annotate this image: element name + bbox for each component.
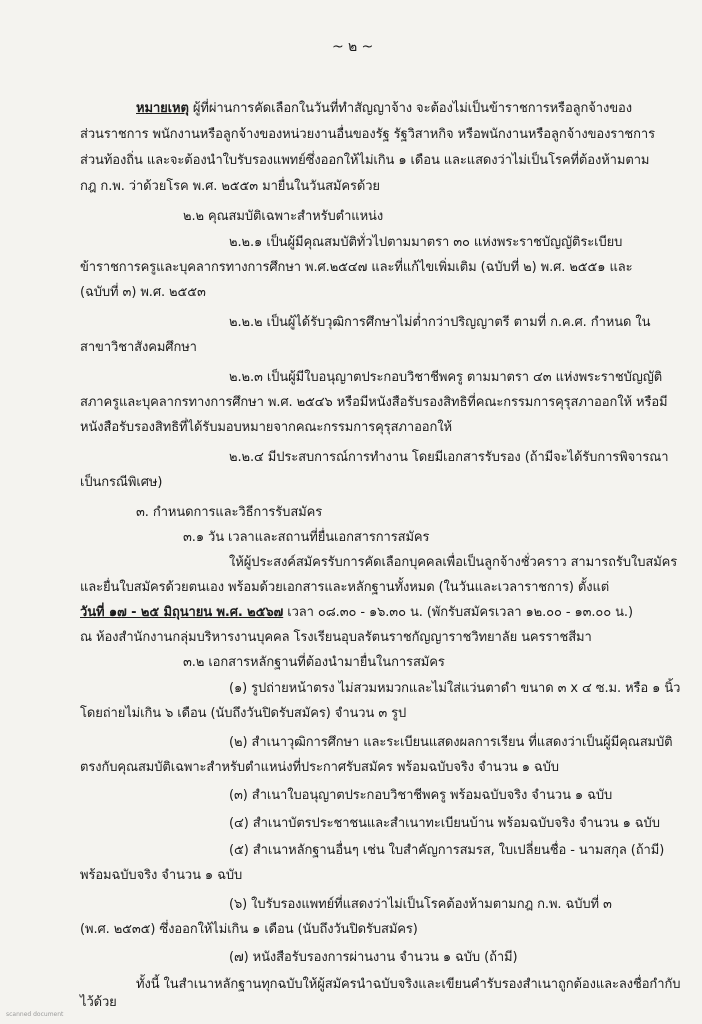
section-3-title: ๓. กำหนดการและวิธีการรับสมัคร	[136, 505, 323, 520]
application-hours: เวลา ๐๘.๓๐ - ๑๖.๓๐ น. (พักรับสมัครเวลา ๑๒.๐๐ - ๑๓.๐๐ น.)	[283, 605, 633, 620]
note-line-1	[136, 99, 632, 118]
note-line-3: ส่วนท้องถิ่น และจะต้องนำใบรับรองแพทย์ซึ่งออกให้ไม่เกิน ๑ เดือน และแสดงว่าไม่เป็นโรคที่ต้องห้ามตาม	[80, 153, 650, 168]
doc-5-line-1: (๕) สำเนาหลักฐานอื่นๆ เช่น ใบสำคัญการสมรส, ใบเปลี่ยนชื่อ - นามสกุล (ถ้ามี)	[229, 843, 665, 858]
item-2-2-3-line-1: ๒.๒.๓ เป็นผู้มีใบอนุญาตประกอบวิชาชีพครู ตามมาตรา ๔๓ แห่งพระราชบัญญัติ	[229, 370, 663, 385]
section-3-1-line-4: ณ ห้องสำนักงานกลุ่มบริหารงานบุคคล โรงเรียนอุบลรัตนราชกัญญาราชวิทยาลัย นครราชสีมา	[80, 630, 592, 645]
closing-line-2: ไว้ด้วย	[80, 995, 117, 1010]
section-2-2-title: ๒.๒ คุณสมบัติเฉพาะสำหรับตำแหน่ง	[183, 209, 384, 224]
doc-2-line-2: ตรงกับคุณสมบัติเฉพาะสำหรับตำแหน่งที่ประกาศรับสมัคร พร้อมฉบับจริง จำนวน ๑ ฉบับ	[80, 760, 559, 775]
section-3-1-line-1: ให้ผู้ประสงค์สมัครรับการคัดเลือกบุคคลเพื่อเป็นลูกจ้างชั่วคราว สามารถรับใบสมัคร	[229, 555, 678, 570]
item-2-2-2-line-2: สาขาวิชาสังคมศึกษา	[80, 340, 197, 355]
item-2-2-1-line-2: ข้าราชการครูและบุคลากรทางการศึกษา พ.ศ.๒๕๔๗ และที่แก้ไขเพิ่มเติม (ฉบับที่ ๒) พ.ศ. ๒๕๕๑ และ	[80, 260, 633, 275]
section-3-1-line-3	[80, 603, 633, 622]
page-number: ~ ๒ ~	[332, 39, 374, 55]
doc-1-line-2: โดยถ่ายไม่เกิน ๖ เดือน (นับถึงวันปิดรับสมัคร) จำนวน ๓ รูป	[80, 706, 407, 721]
note-line-4: กฎ ก.พ. ว่าด้วยโรค พ.ศ. ๒๕๕๓ มายื่นในวันสมัครด้วย	[80, 179, 380, 194]
doc-6-line-1: (๖) ใบรับรองแพทย์ที่แสดงว่าไม่เป็นโรคต้องห้ามตามกฎ ก.พ. ฉบับที่ ๓	[229, 897, 612, 912]
section-3-2-title: ๓.๒ เอกสารหลักฐานที่ต้องนำมายื่นในการสมัคร	[183, 655, 445, 670]
section-3-1-title: ๓.๑ วัน เวลาและสถานที่ยื่นเอกสารการสมัคร	[183, 530, 430, 545]
note-line-2: ส่วนราชการ พนักงานหรือลูกจ้างของหน่วยงานอื่นของรัฐ รัฐวิสาหกิจ หรือพนักงานหรือลูกจ้างของราชการ	[80, 127, 655, 142]
doc-5-line-2: พร้อมฉบับจริง จำนวน ๑ ฉบับ	[80, 868, 243, 883]
scanner-watermark: scanned document	[6, 1011, 64, 1018]
note-label: หมายเหตุ	[136, 101, 189, 116]
item-2-2-4-line-1: ๒.๒.๔ มีประสบการณ์การทำงาน โดยมีเอกสารรับรอง (ถ้ามีจะได้รับการพิจารณา	[229, 450, 669, 465]
section-3-1-line-2: และยื่นใบสมัครด้วยตนเอง พร้อมด้วยเอกสารและหลักฐานทั้งหมด (ในวันและเวลาราชการ) ตั้งแต่	[80, 580, 610, 595]
item-2-2-2-line-1: ๒.๒.๒ เป็นผู้ได้รับวุฒิการศึกษาไม่ต่ำกว่าปริญญาตรี ตามที่ ก.ค.ศ. กำหนด ใน	[229, 315, 651, 330]
doc-2-line-1: (๒) สำเนาวุฒิการศึกษา และระเบียนแสดงผลการเรียน ที่แสดงว่าเป็นผู้มีคุณสมบัติ	[229, 735, 673, 750]
item-2-2-4-line-2: เป็นกรณีพิเศษ)	[80, 475, 163, 490]
doc-1-line-1: (๑) รูปถ่ายหน้าตรง ไม่สวมหมวกและไม่ใส่แว่นตาดำ ขนาด ๓ x ๔ ซ.ม. หรือ ๑ นิ้ว	[229, 681, 681, 696]
item-2-2-3-line-2: สภาครูและบุคลากรทางการศึกษา พ.ศ. ๒๕๔๖ หรือมีหนังสือรับรองสิทธิที่คณะกรรมการคุรุสภาออกให้ หรือมี	[80, 395, 668, 410]
application-dates: วันที่ ๑๗ - ๒๕ มิถุนายน พ.ศ. ๒๕๖๗	[80, 605, 284, 620]
item-2-2-1-line-1: ๒.๒.๑ เป็นผู้มีคุณสมบัติทั่วไปตามมาตรา ๓๐ แห่งพระราชบัญญัติระเบียบ	[229, 235, 623, 250]
doc-6-line-2: (พ.ศ. ๒๕๓๕) ซึ่งออกให้ไม่เกิน ๑ เดือน (นับถึงวันปิดรับสมัคร)	[80, 922, 418, 937]
note-text-1: ผู้ที่ผ่านการคัดเลือกในวันที่ทำสัญญาจ้าง จะต้องไม่เป็นข้าราชการหรือลูกจ้างของ	[188, 101, 632, 116]
closing-line-1: ทั้งนี้ ในสำเนาหลักฐานทุกฉบับให้ผู้สมัครนำฉบับจริงและเขียนคำรับรองสำเนาถูกต้องและลงชื่อกำกับ	[136, 977, 681, 992]
item-2-2-3-line-3: หนังสือรับรองสิทธิที่ได้รับมอบหมายจากคณะกรรมการคุรุสภาออกให้	[80, 420, 452, 435]
item-2-2-1-line-3: (ฉบับที่ ๓) พ.ศ. ๒๕๕๓	[80, 285, 206, 300]
doc-3: (๓) สำเนาใบอนุญาตประกอบวิชาชีพครู พร้อมฉบับจริง จำนวน ๑ ฉบับ	[229, 788, 613, 803]
doc-7: (๗) หนังสือรับรองการผ่านงาน จำนวน ๑ ฉบับ (ถ้ามี)	[229, 950, 518, 965]
doc-4: (๔) สำเนาบัตรประชาชนและสำเนาทะเบียนบ้าน พร้อมฉบับจริง จำนวน ๑ ฉบับ	[229, 816, 660, 831]
